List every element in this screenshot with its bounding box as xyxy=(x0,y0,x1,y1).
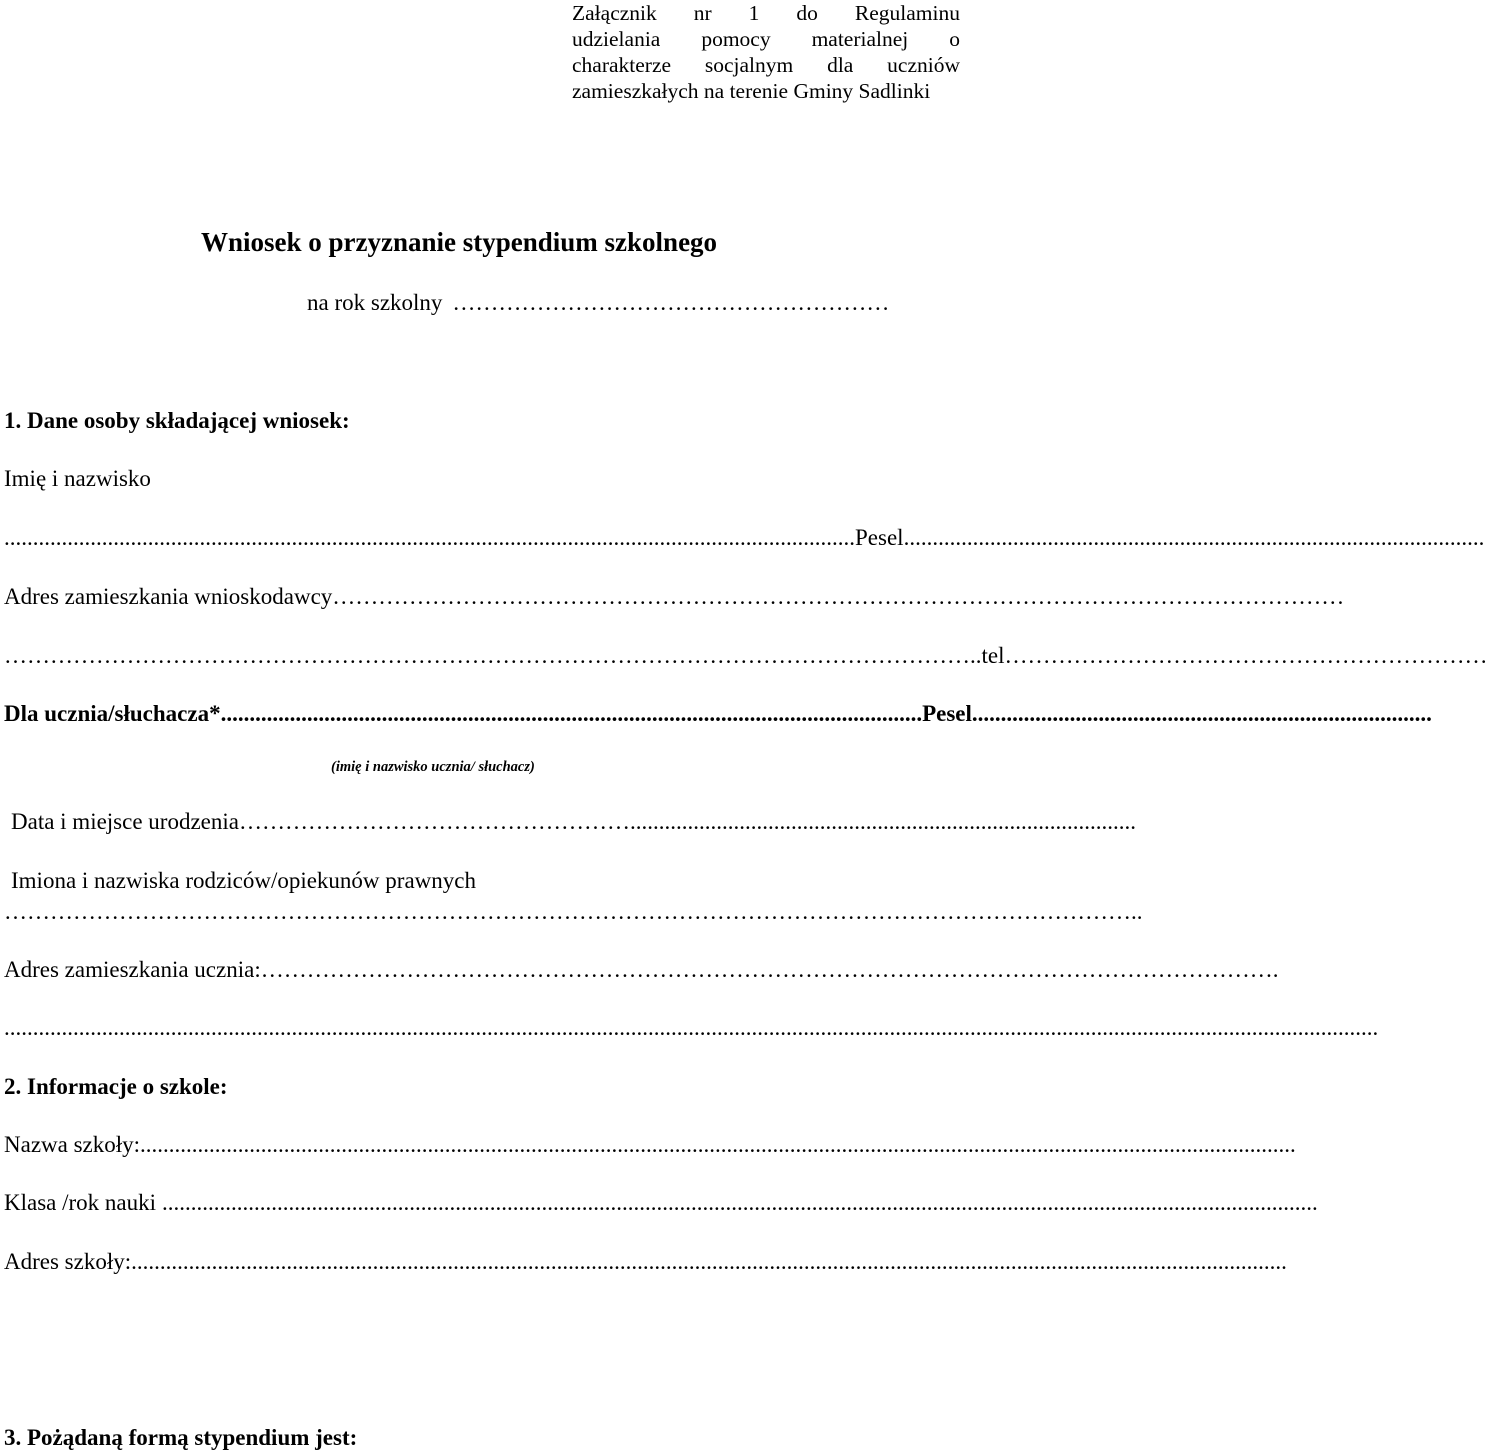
student-address-fill: ……………………………………………………………………………………………………………………. xyxy=(260,957,1279,982)
school-name-field[interactable] xyxy=(4,1132,1296,1157)
birth-label: Data i miejsce urodzenia xyxy=(11,809,239,834)
applicant-address-fill: …………………………………………………………………………………………………………………… xyxy=(332,584,1345,609)
student-label: Dla ucznia/słuchacza* xyxy=(4,701,221,726)
applicant-pesel-label: Pesel xyxy=(855,525,904,550)
class-field[interactable] xyxy=(4,1190,1318,1215)
school-address-fill: ......................................................................................................................................................................................................... xyxy=(131,1249,1287,1274)
annex-note xyxy=(572,0,960,104)
annex-line-1: Załącznik nr 1 do Regulaminu xyxy=(572,1,960,25)
school-year-label: na rok szkolny xyxy=(307,290,443,315)
parents-label: Imiona i nazwiska rodziców/opiekunów prawnych xyxy=(11,868,476,893)
birth-date-fill: ……………………………………………. xyxy=(238,809,636,834)
address-tel-field[interactable] xyxy=(4,643,1488,668)
page-title: Wniosek o przyznanie stypendium szkolnego xyxy=(201,227,718,257)
applicant-name-fill: .................................................................................................................................................... xyxy=(4,525,855,550)
applicant-pesel-fill: ..................................................................................................... xyxy=(903,525,1485,550)
school-year-fill: ………………………………………………… xyxy=(452,290,890,315)
section2-heading: 2. Informacje o szkole: xyxy=(4,1074,228,1099)
tel-label: tel xyxy=(981,643,1005,668)
class-fill: ......................................................................................................................................................................................................... xyxy=(162,1190,1318,1215)
applicant-address-label: Adres zamieszkania wnioskodawcy xyxy=(4,584,333,609)
applicant-name-pesel-field[interactable] xyxy=(4,525,1485,550)
annex-line-2: udzielania pomocy materialnej o xyxy=(572,27,960,51)
birth-field[interactable] xyxy=(11,809,1136,834)
parents-fill: ………………………………………………………………………………………………………………………………….. xyxy=(4,899,1143,924)
section1-heading: 1. Dane osoby składającej wniosek: xyxy=(4,408,350,433)
parents-field[interactable] xyxy=(4,899,1143,924)
school-address-field[interactable] xyxy=(4,1249,1287,1274)
student-caption: (imię i nazwisko ucznia/ słuchacz) xyxy=(331,759,535,775)
student-field[interactable] xyxy=(4,701,1432,726)
annex-line-4: zamieszkałych na terenie Gminy Sadlinki xyxy=(572,79,931,103)
section3-heading: 3. Pożądaną formą stypendium jest: xyxy=(4,1425,358,1450)
student-address-continuation[interactable] xyxy=(4,1015,1379,1040)
student-address-label: Adres zamieszkania ucznia: xyxy=(4,957,261,982)
student-address-field[interactable] xyxy=(4,957,1279,982)
tel-fill: ……………………………………………………… xyxy=(1004,643,1488,668)
annex-line-3: charakterze socjalnym dla uczniów xyxy=(572,53,960,77)
address-continuation-fill: ……………………………………………………………………………………………………………….. xyxy=(4,643,982,668)
student-pesel-fill: ................................................................................ xyxy=(971,701,1432,726)
class-label: Klasa /rok nauki xyxy=(4,1190,157,1215)
school-name-label: Nazwa szkoły: xyxy=(4,1132,141,1157)
applicant-name-label: Imię i nazwisko xyxy=(4,466,151,491)
student-address-continuation-fill: ............................................................................................................................................................................................................................................... xyxy=(4,1015,1379,1040)
school-year-field[interactable] xyxy=(307,290,890,315)
school-address-label: Adres szkoły: xyxy=(4,1249,132,1274)
applicant-address-field[interactable] xyxy=(4,584,1345,609)
birth-place-fill: ....................................................................................... xyxy=(635,809,1136,834)
school-name-fill: ......................................................................................................................................................................................................... xyxy=(140,1132,1296,1157)
student-pesel-label: Pesel xyxy=(922,701,972,726)
student-name-fill: .......................................................................................................................... xyxy=(220,701,923,726)
